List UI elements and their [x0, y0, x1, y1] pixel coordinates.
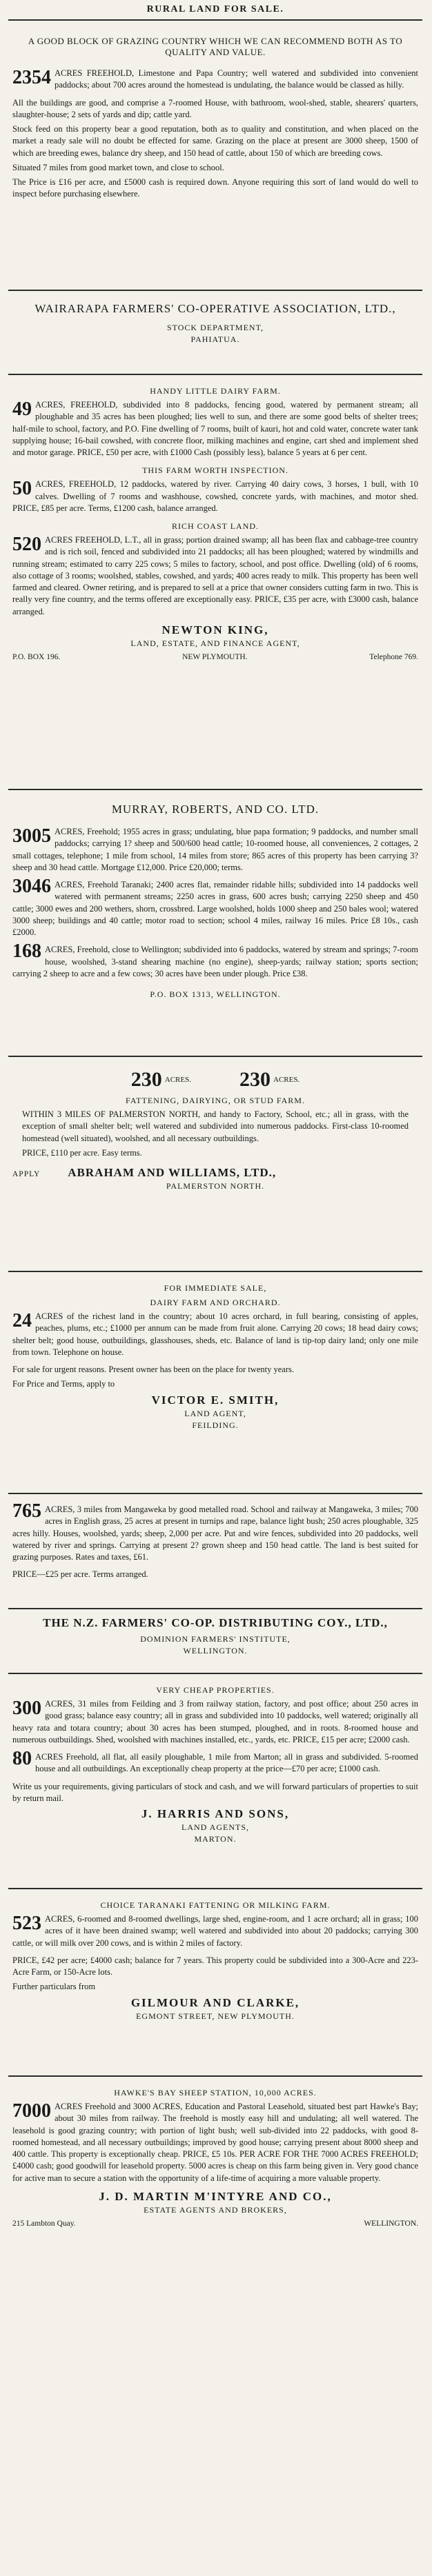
- section-heading: HANDY LITTLE DAIRY FARM.: [150, 386, 281, 396]
- advert-body: For Price and Terms, apply to: [12, 1379, 115, 1389]
- advert-body: ACRES, 3 miles from Mangaweka by good metalled road. School and railway at Mangaweka, 3 miles; 700 acres in English grass, 25 acres at present in turnips and rape, balance light bush; 250 acres ploughable, 325 acres hilly. Houses, woolshed, yards; sheep, 2,000 per acre. Put and wire fences, subdivided into 20 paddocks, well watered by river and springs. Carrying at present 2? grown sheep and 150 head cattle. The land is best suited for grazing purposes. Rates and taxes, £61.: [12, 1505, 418, 1562]
- advert-body: ACRES FREEHOLD, Limestone and Papa Country; well watered and subdivided into convenient paddocks; about 700 acres around the homestead is undulating, the balance would be classed as hilly.: [55, 68, 418, 90]
- apply-row: [12, 1166, 418, 1180]
- advertiser-name: MURRAY, ROBERTS, AND CO. LTD.: [111, 803, 320, 816]
- advert-body: ACRES, Freehold Taranaki; 2400 acres flat, remainder ridable hills; subdivided into 14 paddocks well watered with permanent streams; 2250 acres in grass, 600 acres bush; carrying 2250 sheep and 450 cattle; 3000 ewes and 200 wethers, shorn, crossbred. Large woolshed, holds 1000 sheep and 250 bales wool; watered 3000 sheep; buildings and 40 cattle; motor road to section; school 4 miles, railway 16 miles. Price £8 10s., cash £2000.: [12, 880, 418, 937]
- advert-martin-mcintyre: [8, 2077, 422, 2318]
- advert-harris-sons: [8, 1674, 422, 1889]
- acreage-number: 168: [12, 940, 41, 963]
- agent-name: VICTOR E. SMITH,: [151, 1393, 279, 1407]
- advert-body: The Price is £16 per acre, and £5000 cash is required down. Anyone requiring this sort of land would do well to inspect before purchasing elsewhere.: [12, 177, 418, 199]
- section-heading: CHOICE TARANAKI FATTENING OR MILKING FARM.: [100, 1900, 331, 1910]
- acreage-number: 523: [12, 1913, 41, 1934]
- contact-row: [12, 2220, 418, 2228]
- advert-body: ACRES, Freehold, close to Wellington; subdivided into 6 paddocks, watered by stream and springs; 7-room house, woolshed, 3-stand shearing machine (no engine), sheep-yards; railway station; sports section; carrying 2 sheep to acre and a few cows; 30 acres have been under plough. Price £38.: [12, 945, 418, 978]
- advert-body: ACRES, FREEHOLD, subdivided into 8 paddocks, fencing good, watered by permanent stream; all ploughable and 35 acres has been ploughed; lies well to sun, and there are some good belts of shelter trees; half-mile to school, factory, and P.O. Fine dwelling of 7 rooms, built of kauri, hot and cold water, concrete water tank supplying house; 16-bail cowshed, with concrete floor, milking machines and engine, cart shed and implement shed and motor garage. PRICE, £50 per acre, with £1000 Cash (possibly less), balance 5 years at 6 per cent.: [12, 400, 418, 457]
- agent-town: WELLINGTON.: [364, 2219, 418, 2228]
- section-heading: RICH COAST LAND.: [171, 521, 259, 531]
- page-title: RURAL LAND FOR SALE.: [8, 4, 422, 21]
- advert-body: ACRES, 6-roomed and 8-roomed dwellings, large shed, engine-room, and 1 acre orchard; all in grass; 100 acres of it have been drained swamp; well watered and subdivided into about 20 paddocks; carrying 300 cattle, or will milk over 200 cows, and is within 2 miles of factory.: [12, 1914, 418, 1948]
- agent-town: PALMERSTON NORTH.: [166, 1181, 265, 1191]
- advertiser-name: WAIRARAPA FARMERS' CO-OPERATIVE ASSOCIATION, LTD.,: [35, 302, 396, 315]
- advert-body: ACRES Freehold, all flat, all easily ploughable, 1 mile from Marton; all in grass and subdivided. 5-roomed house and all outbuildings. An exceptionally cheap property at the price—£70 per acre; £1000 cash.: [35, 1752, 418, 1774]
- agent-town: MARTON.: [194, 1834, 237, 1844]
- advert-newton-king: [8, 375, 422, 790]
- acreage-number: 765: [12, 1500, 41, 1522]
- advertiser-name: THE N.Z. FARMERS' CO-OP. DISTRIBUTING COY., LTD.,: [43, 1616, 388, 1629]
- acreage-number: 3046: [12, 876, 51, 897]
- agent-address: 215 Lambton Quay.: [12, 2219, 76, 2228]
- advert-body: ACRES Freehold and 3000 ACRES, Education and Pastoral Leasehold, situated best part Hawke's Bay; about 30 miles from railway. The freehold is mostly easy hill and undulating; all well watered. The leasehold is good grazing country; with portion of light bush; well sub-divided into 22 paddocks, with good 8-roomed homestead, and all necessary outbuildings; improved by good house; carrying present about 8000 sheep and 400 cattle. This property is exceptionally cheap. PRICE, £5 10s. PER ACRE FOR THE 7000 ACRES FREEHOLD; £4000 cash; good goodwill for leasehold property. 5000 acres is cheap on this farm being given in. Very good chance for active man to secure a station with the opportunity of a life-time of acquiring a more valuable property.: [12, 2102, 418, 2183]
- advert-body: ACRES FREEHOLD, L.T., all in grass; portion drained swamp; all has been flax and cabbage-tree country and is rich soil, fenced and subdivided into 21 paddocks; all has been ploughed; watered by windmills and running stream; estimated to carry 225 cows; 5 miles to factory, school, and post office. Dwelling (old) of 6 rooms, also cottage of 3 rooms; woolshed, stables, cowshed, and yards; 400 acres ready to milk. This property has been well farmed and cleared. Owner retiring, and is prepared to sell at a price that owner considers cutting farm in two. This is really very fine country, and the terms offered are exceptionally easy. PRICE, £35 per acre, with £3000 cash, balance arranged.: [12, 535, 418, 616]
- po-box: P.O. BOX 196.: [12, 652, 61, 661]
- acreage-number: 50: [12, 478, 32, 500]
- advert-body: For sale for urgent reasons. Present owner has been on the place for twenty years.: [12, 1365, 294, 1374]
- advert-body: Further particulars from: [12, 1982, 96, 1992]
- advert-body: WITHIN 3 MILES OF PALMERSTON NORTH, and handy to Factory, School, etc.; all in grass, with the exception of small shelter belt; well watered and subdivided into numerous paddocks. First-class 10-roomed homestead (well situated), woolshed, and all necessary outbuildings.: [22, 1109, 409, 1143]
- advert-grazing-country: [8, 21, 422, 291]
- agent-description: LAND AGENTS,: [181, 1822, 249, 1832]
- agent-name: GILMOUR AND CLARKE,: [130, 1995, 300, 2009]
- advert-murray-roberts: [8, 790, 422, 1057]
- acreage-number: 24: [12, 1310, 32, 1331]
- agent-description: ESTATE AGENTS AND BROKERS,: [144, 2204, 287, 2215]
- advertiser-department: STOCK DEPARTMENT,: [166, 323, 264, 332]
- section-heading: FATTENING, DAIRYING, OR STUD FARM.: [126, 1096, 305, 1105]
- acreage-number: 300: [12, 1698, 41, 1719]
- po-box: P.O. BOX 1313, WELLINGTON.: [150, 989, 281, 999]
- section-heading: VERY CHEAP PROPERTIES.: [156, 1685, 275, 1695]
- advert-body: ACRES, Freehold; 1955 acres in grass; undulating, blue papa formation; 9 paddocks, and number small paddocks; carrying 1? sheep and 500/600 head cattle; 10-roomed house, all conveniences, 2 cottages, 2 small cottages, telephone; 1 mile from school, 14 miles from store; 865 acres of this property has been carrying 3? sheep and 30 head cattle. Mortgage £12,000. Price £20,000; terms.: [12, 827, 418, 872]
- price-line: PRICE, £110 per acre. Easy terms.: [22, 1147, 142, 1158]
- agent-description: LAND, ESTATE, AND FINANCE AGENT,: [130, 638, 300, 648]
- price-line: PRICE—£25 per acre. Terms arranged.: [12, 1569, 148, 1580]
- apply-label: APPLY: [12, 1170, 41, 1178]
- section-heading: THIS FARM WORTH INSPECTION.: [142, 465, 288, 476]
- acreage-number: 7000: [12, 2100, 51, 2122]
- advert-body: All the buildings are good, and comprise a 7-roomed House, with bathroom, wool-shed, stable, shearers' quarters, slaughter-house; 2 sets of yards and dip; cattle yard.: [12, 97, 418, 119]
- section-heading: FOR IMMEDIATE SALE,: [164, 1283, 267, 1293]
- advert-wairarapa-farmers: [8, 291, 422, 375]
- advert-body: ACRES of the richest land in the country; about 10 acres orchard, in full bearing, consisting of apples, peaches, plums, etc.; £1000 per annum can be made from fruit alone. Carrying 20 cows; 18 head dairy cows; shelter belt; good house, outbuildings, glasshouses, sheds, etc. Balance of land is tip-top dairy land; only one mile from town. Telephone on house.: [12, 1311, 418, 1357]
- section-subheading: DAIRY FARM AND ORCHARD.: [150, 1298, 281, 1307]
- acreage-label: ACRES.: [273, 1075, 300, 1084]
- advert-column: [8, 4, 422, 2318]
- agent-name: NEWTON KING,: [161, 623, 269, 636]
- advert-body: Stock feed on this property bear a good reputation, both as to quality and constitution, and when placed on the market a ready sale will no doubt be effected for same. Grazing on the place at present are 3000 sheep, 1500 of which are breeding ewes, balance dry sheep, and 150 head of cattle, about 150 of which are breeding cows.: [12, 124, 418, 158]
- advert-abraham-williams: [8, 1057, 422, 1272]
- acreage-number: 520: [12, 534, 41, 555]
- advert-body: ACRES, FREEHOLD, 12 paddocks, watered by river. Carrying 40 dairy cows, 3 horses, 1 bull, with 10 calves. Dwelling of 7 rooms and washhouse, cowshed, concrete yards, with machines, and motor shed. PRICE, £85 per acre. Terms, £1200 cash, balance arranged.: [12, 479, 418, 513]
- acreage-number: 49: [12, 399, 32, 420]
- acreage-heading: [12, 1068, 418, 1091]
- advertiser-town: PAHIATUA.: [190, 334, 240, 344]
- price-line: PRICE, £42 per acre; £4000 cash; balance for 7 years. This property could be subdivided into a 300-Acre and 223-Acre Farm, or 150-Acre lots.: [12, 1955, 418, 1977]
- acreage-number: 3005: [12, 825, 51, 847]
- advert-nz-farmers: [8, 1609, 422, 1674]
- agent-description: LAND AGENT,: [184, 1408, 246, 1418]
- agent-town: NEW PLYMOUTH.: [182, 652, 248, 661]
- newspaper-page: [0, 4, 432, 2576]
- advert-victor-smith: [8, 1272, 422, 1494]
- section-heading: HAWKE'S BAY SHEEP STATION, 10,000 ACRES.: [114, 2088, 317, 2097]
- advert-body: ACRES, 31 miles from Feilding and 3 from railway station, factory, and post office; about 250 acres in good grass; balance easy country; all in grass and subdivided into 10 paddocks, well watered; originally all heavy rata and totara country; about 30 acres has been stumped, ploughed, and in roots. 8-roomed house and numerous outbuildings. Shed, woolshed with machines installed, etc., yards, etc. PRICE, £15 per acre; £2000 cash.: [12, 1699, 418, 1744]
- advert-gilmour-clarke: [8, 1889, 422, 2077]
- advertiser-town: WELLINGTON.: [183, 1646, 248, 1656]
- acreage-number: 230: [239, 1068, 271, 1091]
- agent-name: J. D. MARTIN M'INTYRE AND CO.,: [99, 2189, 332, 2203]
- advert-body: Situated 7 miles from good market town, and close to school.: [12, 162, 224, 172]
- acreage-number: 2354: [12, 67, 51, 88]
- advert-intro: A GOOD BLOCK OF GRAZING COUNTRY WHICH WE CAN RECOMMEND BOTH AS TO QUALITY AND VALUE.: [28, 36, 403, 57]
- advert-mangaweka: [8, 1494, 422, 1609]
- advertiser-institute: DOMINION FARMERS' INSTITUTE,: [140, 1634, 291, 1644]
- agent-town: FEILDING.: [192, 1420, 239, 1430]
- acreage-box-right: [239, 1068, 300, 1091]
- agent-name: ABRAHAM AND WILLIAMS, LTD.,: [68, 1166, 277, 1179]
- advert-body: Write us your requirements, giving particulars of stock and cash, and we will forward particulars of properties to suit by return mail.: [12, 1781, 418, 1803]
- acreage-box-left: [131, 1068, 191, 1091]
- acreage-number: 80: [12, 1748, 32, 1769]
- contact-row: [12, 653, 418, 661]
- agent-name: J. HARRIS AND SONS,: [141, 1807, 290, 1820]
- agent-town: EGMONT STREET, NEW PLYMOUTH.: [136, 2011, 295, 2021]
- acreage-number: 230: [130, 1068, 162, 1091]
- acreage-label: ACRES.: [164, 1075, 191, 1084]
- telephone: Telephone 769.: [369, 652, 418, 661]
